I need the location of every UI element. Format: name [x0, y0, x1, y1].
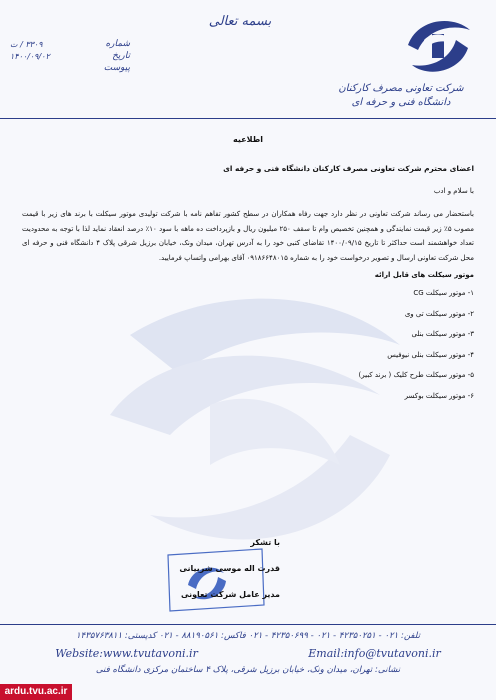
list-item: ۲- موتور سیکلت تی وی: [404, 309, 474, 318]
meta-date-label: تاریخ: [112, 51, 130, 61]
letter-greeting: با سلام و ادب: [433, 187, 474, 195]
signer-title: مدیر عامل شرکت تعاونی: [180, 590, 280, 599]
motorcycle-list: [22, 289, 474, 412]
meta-number-label: شماره: [105, 39, 130, 49]
company-logo-icon: [398, 10, 478, 80]
meta-date-value: ۱۴۰۰/۰۹/۰۲: [10, 51, 50, 61]
site-badge[interactable]: ardu.tvu.ac.ir: [0, 684, 72, 700]
company-name-line2: دانشگاه فنی و حرفه ای: [351, 97, 451, 108]
footer-contact: تلفن: ۰۲۱ - ۴۲۳۵۰۲۵۱ - ۰۲۱ - ۴۲۳۵۰۶۹۹ - ۰۲۱ فاکس: ۸۸۱۹۰۵۶۱ - ۰۲۱ کدپستی: ۱۴۳۵۷۶۳۸۱۱: [76, 631, 420, 641]
footer-address: نشانی: تهران، میدان ونک، خیابان برزیل شرقی، پلاک ۴ ساختمان مرکزی دانشگاه فنی: [95, 665, 401, 675]
meta-date: [10, 50, 130, 62]
signature-block: [60, 538, 280, 618]
list-item: ۳- موتور سیکلت بنلی: [411, 330, 474, 339]
footer: [0, 628, 496, 680]
list-item: ۱- موتور سیکلت CG: [413, 289, 474, 298]
footer-website-link[interactable]: Website:www.tvutavoni.ir: [55, 647, 198, 660]
bismillah: بسمه تعالی: [208, 14, 272, 29]
letter-body: باستحضار می رساند شرکت تعاونی در نظر دارد جهت رفاه همکاران در سطح کشور تفاهم نامه با شرکت تولیدی موتور سیکلت با برند های زیر با قیمت مصوب ۵٪ زیر قیمت نمایندگی و همچنین تخصیص وام تا سقف ۲۵۰ میلیون ریال و بازپرداخت ده ماهه با سود ۱۰٪ درصد انعقاد نماید لذا با توجه به محدودیت تعداد خواهشمند است حداکثر تا تاریخ ۱۴۰۰/۰۹/۱۵ تقاضای کتبی خود را به آدرس تهران، میدان ونک، خیابان برزیل شرقی پلاک ۴ دانشگاه فنی و حرفه ای محل شرکت تعاونی ارسال و تصویر درخواست خود را به شماره ۰۹۱۸۶۶۴۸۰۱۵ آقای بهرامی واتساپ فرمایید.: [22, 210, 474, 262]
list-item: ۵- موتور سیکلت طرح کلیک ( برند کبیر): [358, 371, 474, 380]
letter-meta: [10, 38, 130, 74]
list-title: موتور سیکلت های قابل ارائه: [374, 271, 474, 280]
footer-web: [0, 645, 496, 662]
meta-attachment: [10, 62, 130, 74]
letter-content: [22, 135, 474, 412]
list-item: ۶- موتور سیکلت بوکسر: [404, 391, 474, 400]
footer-email-link[interactable]: Email:info@tvutavoni.ir: [308, 647, 441, 660]
meta-number: [10, 38, 130, 50]
footer-divider: [0, 624, 496, 625]
list-item: ۴- موتور سیکلت بنلی نیوفیس: [387, 350, 474, 359]
header-divider: [0, 118, 496, 119]
meta-attachment-label: پیوست: [103, 63, 130, 73]
letter-addressee: اعضای محترم شرکت تعاونی مصرف کارکنان دانشگاه فنی و حرفه ای: [223, 164, 474, 173]
closing: با تشکر: [250, 538, 280, 547]
meta-number-value: ۳۳۰۹ / ت: [10, 39, 43, 49]
signer-name: قدرت اله موسی شربیانی: [179, 564, 280, 573]
company-name: [326, 82, 476, 110]
company-name-line1: شرکت تعاونی مصرف کارکنان: [338, 83, 464, 94]
letter-title: اطلاعیه: [233, 135, 263, 144]
